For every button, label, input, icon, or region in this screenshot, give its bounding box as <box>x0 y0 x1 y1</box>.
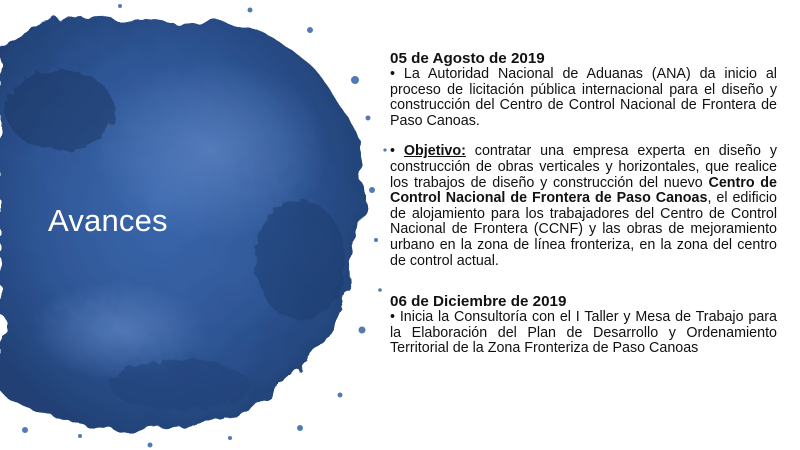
objetivo-text-b: , el edificio de alojamiento para los trabajadores del Centro de Control Nacional de Frontera (CCNF) y las obras de mejoramiento urbano en la zona de línea fronteriza, en la zona del centro de control actual. <box>390 190 777 269</box>
objetivo-text-a: contratar una empresa experta en diseño y construcción de obras verticales y horizontales, que realice los trabajos de diseño y construcción del nuevo <box>390 143 777 191</box>
slide-content <box>390 50 777 357</box>
objetivo-label: Objetivo: <box>403 143 466 160</box>
objetivo-bold-name: Centro de Control Nacional de Frontera de Paso Canoas <box>390 174 777 207</box>
slide-title: Avances <box>48 203 168 238</box>
section-date-2: 06 de Diciembre de 2019 <box>390 293 567 311</box>
section-date-1: 05 de Agosto de 2019 <box>390 50 545 67</box>
bullet-ana-licitacion: • La Autoridad Nacional de Aduanas (ANA) da inicio al proceso de licitación pública internacional para el diseño y construcción del Centro de Control Nacional de Frontera de Paso Canoas. <box>390 66 777 129</box>
bullet-objetivo <box>390 144 777 269</box>
bullet-consultoria: • Inicia la Consultoría con el I Taller y Mesa de Trabajo para la Elaboración del Plan de Desarrollo y Ordenamiento Territorial de la Zona Fronteriza de Paso Canoas <box>390 309 777 357</box>
bullet-prefix: • <box>390 143 404 160</box>
